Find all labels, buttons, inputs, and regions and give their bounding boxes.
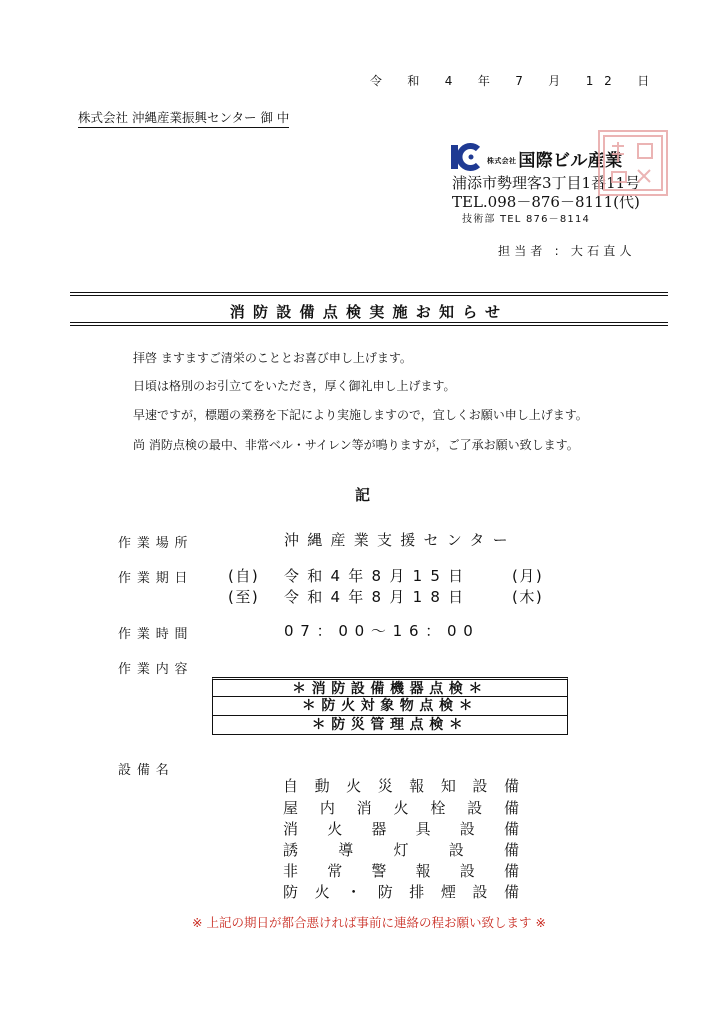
work-content-item: ＊防災管理点検＊	[212, 715, 568, 735]
work-content-item: ＊防火対象物点検＊	[212, 696, 568, 716]
period-from-prefix: (自)	[228, 567, 260, 585]
title-rule-top-2	[70, 295, 668, 296]
company-prefix: 株式会社	[487, 157, 517, 165]
work-content-label: 作業内容	[118, 662, 194, 677]
work-period-label: 作業期日	[118, 571, 194, 586]
equipment-item: 屋内消火栓設備	[283, 799, 519, 817]
equipment-label: 設備名	[118, 763, 175, 778]
body-line: 尚 消防点検の最中、非常ベル・サイレン等が鳴りますが，ご了承お願い致します。	[133, 438, 579, 452]
work-time: 07：00～16：00	[284, 622, 480, 640]
equipment-item: 非常警報設備	[283, 862, 519, 880]
body-line: 早速ですが，標題の業務を下記により実施しますので，宜しくお願い申し上げます。	[133, 408, 588, 422]
tech-dept-tel: 技術部 TEL 876－8114	[462, 214, 591, 225]
ki-heading: 記	[355, 486, 371, 504]
equipment-item: 防火・防排煙設備	[283, 883, 519, 901]
period-to-day: (木)	[512, 588, 544, 606]
contact-person: 担当者 : 大石直人	[498, 244, 636, 258]
period-to-date: 令和4年8月18日	[284, 588, 472, 606]
work-time-label: 作業時間	[118, 627, 194, 642]
company-logo-icon	[450, 143, 480, 171]
work-place: 沖縄産業支援センター	[284, 531, 516, 549]
equipment-item: 誘導灯設備	[283, 841, 519, 859]
letter-date: 令 和 4 年 7 月 12 日	[369, 74, 660, 88]
equipment-item: 自動火災報知設備	[283, 777, 519, 795]
company-name: 国際ビル産業	[518, 151, 623, 171]
body-line: 日頃は格別のお引立てをいただき，厚く御礼申し上げます。	[133, 379, 456, 393]
period-to-prefix: (至)	[228, 588, 260, 606]
work-content-item: ＊消防設備機器点検＊	[212, 677, 568, 697]
document-title: 消防設備点検実施お知らせ	[229, 303, 509, 321]
title-rule-top	[70, 292, 668, 293]
footer-note: ※ 上記の期日が都合悪ければ事前に連絡の程お願い致します ※	[192, 915, 546, 930]
work-place-label: 作業場所	[118, 536, 194, 551]
period-from-date: 令和4年8月15日	[284, 567, 472, 585]
title-rule-bottom-2	[70, 325, 668, 326]
title-rule-bottom	[70, 322, 668, 323]
period-from-day: (月)	[512, 567, 544, 585]
equipment-item: 消火器具設備	[283, 820, 519, 838]
sender-address: 浦添市勢理客3丁目1番11号	[452, 174, 641, 192]
sender-tel: TEL.098－876－8111(代)	[452, 193, 640, 211]
company-seal-stamp	[598, 130, 668, 196]
body-line: 拝啓 ますますご清栄のこととお喜び申し上げます。	[133, 351, 412, 365]
recipient: 株式会社 沖縄産業振興センター 御 中	[78, 108, 289, 128]
